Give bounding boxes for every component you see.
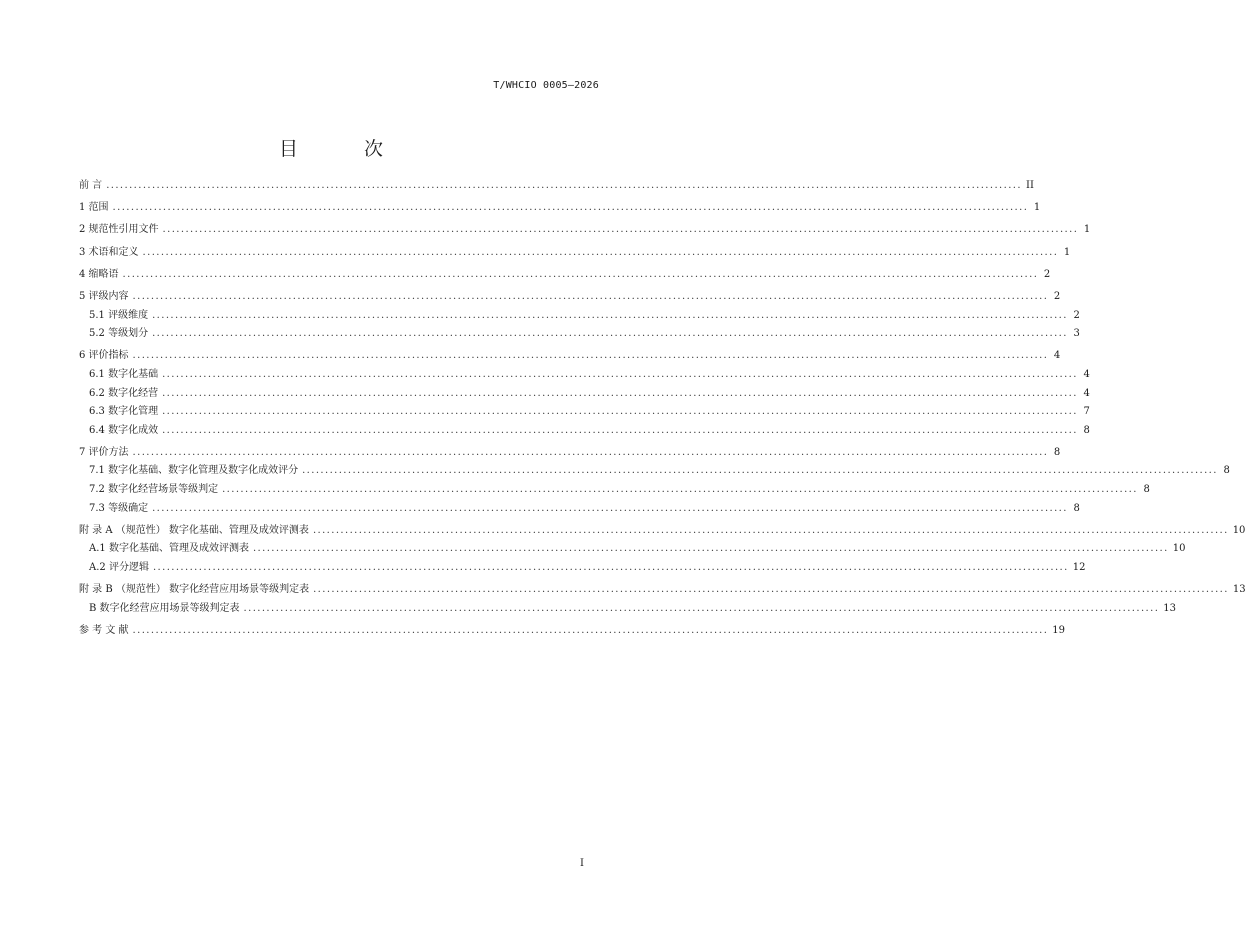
toc-dot-leader: ........................................................................................................................................................................................................ [162, 424, 1078, 436]
toc-entry-page: 8 [1073, 502, 1080, 514]
toc-entry-page: 10 [1232, 524, 1246, 536]
toc-dot-leader: ........................................................................................................................................................................................................ [243, 602, 1160, 614]
toc-entry-label: 5.1 评级维度 [89, 309, 149, 321]
toc-entry-label: 5.2 等级划分 [89, 328, 149, 340]
toc-entry[interactable] [79, 521, 1246, 540]
toc-entry-page: II [1026, 180, 1034, 191]
toc-entry[interactable] [79, 220, 1091, 239]
toc-entry-label: A.2 评分逻辑 [89, 562, 149, 574]
toc-dot-leader: ........................................................................................................................................................................................................ [162, 224, 1079, 236]
toc-entry[interactable] [79, 287, 1061, 306]
toc-entry-label: 6 评价指标 [79, 350, 129, 362]
toc-entry-label: 5 评级内容 [79, 290, 129, 302]
toc-dot-leader: ........................................................................................................................................................................................................ [252, 543, 1169, 555]
page-title: 目 次 [278, 138, 414, 160]
toc-entry-page: 2 [1073, 309, 1080, 321]
page-number: I [580, 858, 584, 869]
toc-dot-leader: ........................................................................................................................................................................................................ [152, 562, 1069, 574]
toc-dot-leader: ........................................................................................................................................................................................................ [222, 484, 1138, 496]
toc-entry-label: 1 范围 [79, 202, 109, 214]
toc-entry-label: 3 术语和定义 [79, 246, 139, 258]
toc-entry[interactable] [79, 499, 1080, 518]
toc-entry-label: 4 缩略语 [79, 268, 119, 280]
toc-entry-label: 7.3 等级确定 [89, 502, 149, 514]
toc-entry-page: 12 [1072, 562, 1086, 574]
toc-entry-label: 6.3 数字化管理 [89, 406, 159, 418]
toc-entry-label: 附 录 B （规范性） 数字化经营应用场景等级判定表 [79, 584, 310, 596]
document-code: T/WHCIO 0005—2026 [493, 80, 599, 91]
toc-dot-leader: ........................................................................................................................................................................................................ [312, 524, 1229, 536]
toc-entry[interactable] [79, 421, 1090, 440]
toc-entry-page: 1 [1083, 224, 1091, 236]
toc-dot-leader: ........................................................................................................................................................................................................ [313, 584, 1229, 596]
toc-entry-page: 8 [1053, 446, 1061, 458]
toc-entry[interactable] [79, 599, 1177, 618]
toc-entry-page: 4 [1053, 350, 1061, 362]
toc-dot-leader: ........................................................................................................................................................................................................ [152, 502, 1068, 514]
toc-entry-label: 7.2 数字化经营场景等级判定 [89, 484, 219, 496]
toc-entry-page: 3 [1073, 328, 1080, 340]
toc-entry[interactable] [79, 480, 1150, 499]
toc-entry-page: 1 [1063, 246, 1071, 258]
toc-entry-label: 附 录 A （规范性） 数字化基础、管理及成效评测表 [79, 524, 309, 536]
toc-entry-page: 1 [1033, 202, 1041, 214]
toc-dot-leader: ........................................................................................................................................................................................................ [132, 446, 1049, 458]
toc-entry-page: 7 [1083, 406, 1090, 418]
toc-dot-leader: ........................................................................................................................................................................................................ [122, 268, 1039, 280]
toc-entry-label: 6.4 数字化成效 [89, 424, 159, 436]
toc-dot-leader: ........................................................................................................................................................................................................ [142, 246, 1059, 258]
toc-dot-leader: ........................................................................................................................................................................................................ [152, 309, 1068, 321]
toc-dot-leader: ........................................................................................................................................................................................................ [132, 350, 1049, 362]
toc-entry-label: 6.2 数字化经营 [89, 387, 159, 399]
toc-dot-leader: ........................................................................................................................................................................................................ [132, 290, 1049, 302]
toc-entry[interactable] [79, 265, 1051, 284]
toc-entry[interactable] [79, 621, 1066, 640]
toc-dot-leader: ........................................................................................................................................................................................................ [132, 625, 1049, 636]
toc-entry[interactable] [79, 384, 1090, 403]
toc-entry-page: 13 [1163, 602, 1177, 614]
toc-entry-page: 19 [1052, 625, 1066, 636]
toc-entry[interactable] [79, 443, 1061, 462]
toc-entry-page: 8 [1143, 484, 1150, 496]
toc-entry[interactable] [79, 365, 1090, 384]
toc-dot-leader: ........................................................................................................................................................................................................ [152, 328, 1068, 340]
toc-entry[interactable] [79, 346, 1061, 365]
toc-entry-page: 8 [1223, 465, 1230, 477]
toc-dot-leader: ........................................................................................................................................................................................................ [302, 465, 1218, 477]
toc-entry[interactable] [79, 580, 1246, 599]
toc-entry[interactable] [79, 402, 1090, 421]
toc-entry-label: 6.1 数字化基础 [89, 368, 159, 380]
toc-entry-label: 前 言 [79, 180, 103, 191]
toc-dot-leader: ........................................................................................................................................................................................................ [112, 202, 1029, 214]
toc-entry[interactable] [79, 198, 1041, 217]
toc-entry-label: 7.1 数字化基础、数字化管理及数字化成效评分 [89, 465, 299, 477]
toc-entry[interactable] [79, 539, 1186, 558]
toc-entry-label: 参 考 文 献 [79, 625, 129, 636]
toc-entry-label: 7 评价方法 [79, 446, 129, 458]
toc-entry-page: 2 [1043, 268, 1051, 280]
toc-entry-label: B 数字化经营应用场景等级判定表 [89, 602, 240, 614]
toc-entry-page: 4 [1083, 387, 1090, 399]
toc-entry[interactable] [79, 306, 1080, 325]
toc-dot-leader: ........................................................................................................................................................................................................ [162, 406, 1078, 418]
toc-entry-label: 2 规范性引用文件 [79, 224, 159, 236]
toc-entry[interactable] [79, 558, 1086, 577]
toc-dot-leader: ........................................................................................................................................................................................................ [162, 387, 1078, 399]
table-of-contents [79, 176, 1246, 640]
toc-entry-page: 4 [1083, 368, 1090, 380]
toc-entry-page: 2 [1053, 290, 1061, 302]
toc-entry-page: 13 [1232, 584, 1246, 596]
toc-entry[interactable] [79, 461, 1230, 480]
toc-entry[interactable] [79, 324, 1080, 343]
toc-dot-leader: ........................................................................................................................................................................................................ [162, 368, 1078, 380]
toc-entry-label: A.1 数字化基础、管理及成效评测表 [89, 543, 249, 555]
toc-entry-page: 8 [1083, 424, 1090, 436]
toc-entry[interactable] [79, 176, 1034, 195]
toc-entry-page: 10 [1172, 543, 1186, 555]
toc-dot-leader: ........................................................................................................................................................................................................ [106, 180, 1022, 191]
toc-entry[interactable] [79, 243, 1071, 262]
